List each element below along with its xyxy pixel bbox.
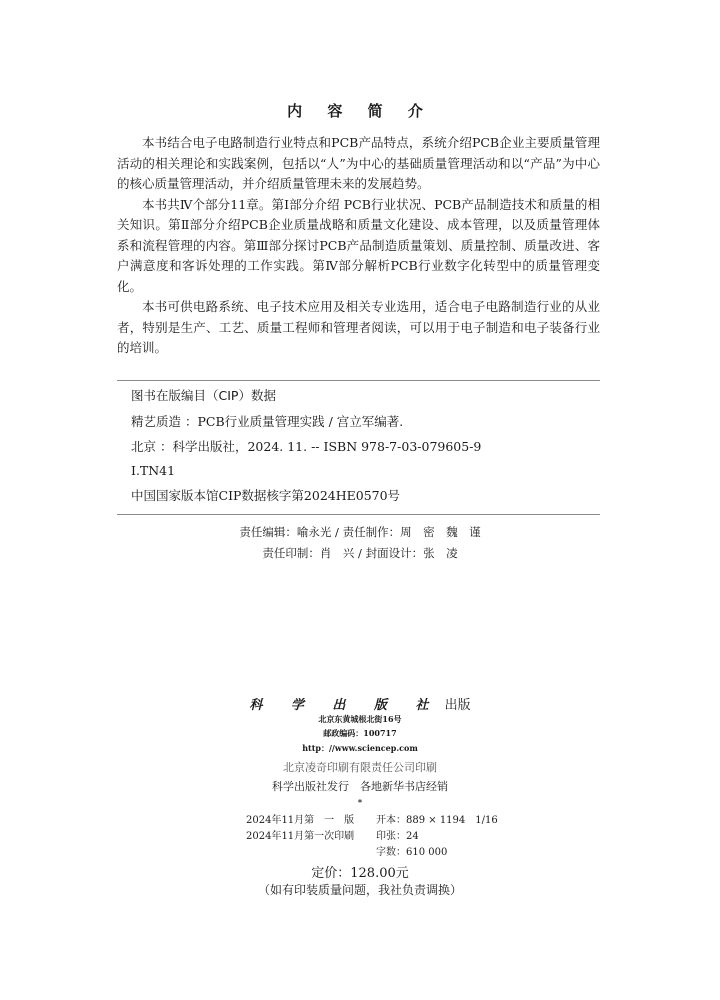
publisher-address: 北京东黄城根北街16号 <box>318 714 402 724</box>
spec-format: 开本：889 × 1194 1/16 <box>376 815 498 826</box>
editors-line-1: 责任编辑：喻永光 / 责任制作：周 密 魏 谨 <box>239 525 481 539</box>
spec-words: 字数：610 000 <box>376 847 448 858</box>
specs-row-1 <box>246 813 498 829</box>
divider-top <box>117 380 600 381</box>
distribution-line: 科学出版社发行 各地新华书店经销 <box>272 780 448 793</box>
printer-line: 北京凌奇印刷有限责任公司印刷 <box>283 761 437 774</box>
quality-notice: （如有印装质量问题，我社负责调换） <box>257 883 462 897</box>
specs-row-2 <box>246 829 419 845</box>
summary-paragraph-3: 本书可供电路系统、电子技术应用及相关专业选用，适合电子电路制造行业的从业者，特别是生产、工艺、质量工程师和管理者阅读，可以用于电子制造和电子装备行业的培训。 <box>117 299 600 355</box>
summary-body <box>117 133 600 359</box>
editors-line-2: 责任印制：肖 兴 / 封面设计：张 凌 <box>262 546 458 560</box>
spec-edition: 2024年11月第 一 版 <box>246 815 355 826</box>
spec-printing: 2024年11月第一次印刷 <box>246 831 355 842</box>
summary-paragraph-1: 本书结合电子电路制造行业特点和PCB产品特点，系统介绍PCB企业主要质量管理活动的相关理论和实践案例，包括以“人”为中心的基础质量管理活动和以“产品”为中心的核心质量管理活动，并介绍质量管理未来的发展趋势。 <box>117 135 600 191</box>
cip-line-classification: Ⅰ.TN41 <box>131 463 176 478</box>
cip-line-publisher: 北京 ：科学出版社，2024. 11. -- ISBN 978-7-03-079605-9 <box>131 439 482 454</box>
cip-heading-text: 图书在版编目（CIP）数据 <box>131 388 276 403</box>
publisher-suffix: 出版 <box>444 698 471 713</box>
publisher-url: http：//www.sciencep.com <box>302 743 418 753</box>
publisher-name-line <box>0 694 720 713</box>
spec-sheets: 印张：24 <box>376 831 419 842</box>
price-label: 定价： <box>311 866 351 881</box>
cip-line-record: 中国国家版本馆CIP数据核字第2024HE0570号 <box>131 488 401 503</box>
divider-bottom <box>117 514 600 515</box>
price-value: 128.00元 <box>350 866 409 881</box>
specs-row-3 <box>376 845 447 861</box>
summary-paragraph-2: 本书共Ⅳ个部分11章。第Ⅰ部分介绍 PCB行业状况、PCB产品制造技术和质量的相关知识。第Ⅱ部分介绍PCB企业质量战略和质量文化建设、成本管理，以及质量管理体系和流程管理的内容。第Ⅲ部分探讨PCB产品制造质量策划、质量控制、质量改进、客户满意度和客诉处理的工作实践。第Ⅳ部分解析PCB行业数字化转型中的质量管理变化。 <box>117 196 600 294</box>
summary-title: 内 容 简 介 <box>287 102 433 120</box>
cip-line-title: 精艺质造 ：PCB行业质量管理实践 / 宫立军编著. <box>131 414 404 429</box>
publisher-postcode: 邮政编码：100717 <box>323 728 397 738</box>
price-line <box>0 862 720 881</box>
cip-heading <box>131 388 601 404</box>
publisher-logo-text: 科 学 出 版 社 <box>249 698 441 713</box>
separator-star: * <box>357 797 363 807</box>
